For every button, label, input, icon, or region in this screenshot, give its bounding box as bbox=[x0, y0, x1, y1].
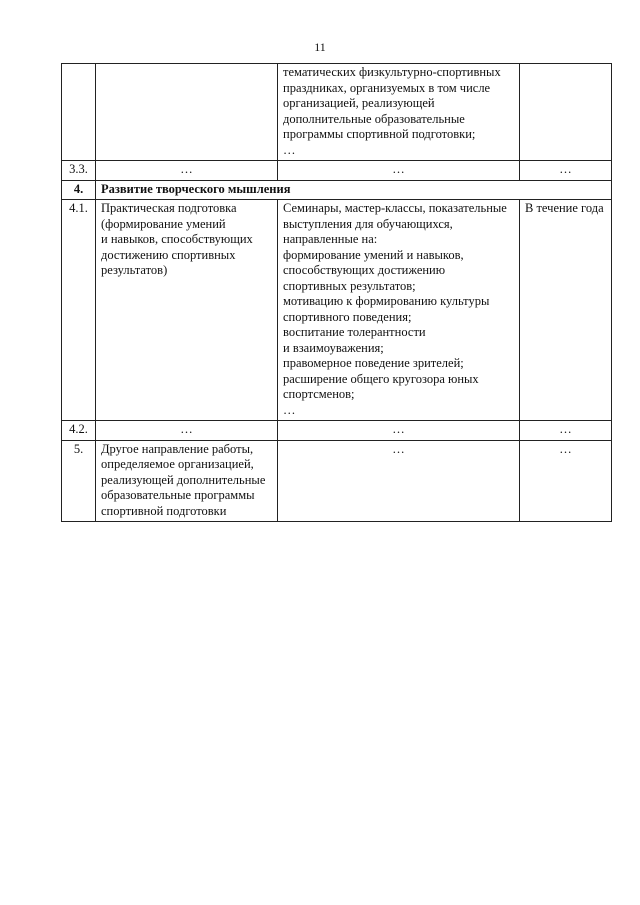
activity-line: праздниках, организуемых в том числе bbox=[283, 80, 491, 95]
activity-line: спортсменов; bbox=[283, 387, 355, 401]
table-row-4-1 bbox=[62, 200, 612, 421]
activity-line: спортивного поведения; bbox=[283, 309, 412, 324]
activity-line: и взаимоуважения; bbox=[283, 340, 384, 355]
direction-line: Практическая подготовка bbox=[101, 201, 237, 215]
activity-line: … bbox=[283, 142, 296, 157]
cell-direction bbox=[96, 440, 278, 522]
activity-line: Семинары, мастер-классы, показательные bbox=[283, 201, 507, 215]
cell-activities: … bbox=[278, 161, 520, 181]
cell-terms bbox=[520, 64, 612, 161]
cell-terms: … bbox=[520, 421, 612, 441]
activity-line: формирование умений и навыков, bbox=[283, 247, 464, 262]
direction-line: спортивной подготовки bbox=[101, 503, 227, 518]
cell-number: 4.1. bbox=[62, 200, 96, 421]
activity-line: правомерное поведение зрителей; bbox=[283, 356, 464, 370]
direction-line: достижению спортивных bbox=[101, 247, 236, 262]
cell-direction: … bbox=[96, 161, 278, 181]
cell-activities: … bbox=[278, 440, 520, 522]
table-row-4-2 bbox=[62, 421, 612, 441]
activity-line: мотивацию к формированию культуры bbox=[283, 294, 490, 308]
cell-direction bbox=[96, 200, 278, 421]
cell-number: 4.2. bbox=[62, 421, 96, 441]
direction-line: образовательные программы bbox=[101, 488, 255, 502]
cell-terms: В течение года bbox=[520, 200, 612, 421]
cell-terms: … bbox=[520, 161, 612, 181]
cell-number bbox=[62, 64, 96, 161]
cell-activities bbox=[278, 64, 520, 161]
table-row-3-3 bbox=[62, 161, 612, 181]
activity-line: … bbox=[283, 402, 296, 417]
activity-line: направленные на: bbox=[283, 232, 378, 246]
activity-line: тематических физкультурно-спортивных bbox=[283, 65, 501, 79]
table-row-continuation bbox=[62, 64, 612, 161]
cell-direction bbox=[96, 64, 278, 161]
cell-activities: … bbox=[278, 421, 520, 441]
activity-line: расширение общего кругозора юных bbox=[283, 371, 479, 386]
plan-table bbox=[61, 63, 612, 522]
cell-activities bbox=[278, 200, 520, 421]
activity-line: способствующих достижению bbox=[283, 263, 446, 277]
activity-line: дополнительные образовательные bbox=[283, 111, 465, 126]
page-number: 11 bbox=[314, 40, 326, 54]
activity-line: выступления для обучающихся, bbox=[283, 216, 453, 231]
activity-line: спортивных результатов; bbox=[283, 278, 416, 293]
direction-line: Другое направление работы, bbox=[101, 441, 254, 456]
section-title: Развитие творческого мышления bbox=[96, 180, 612, 200]
direction-line: (формирование умений bbox=[101, 216, 226, 231]
activity-line: программы спортивной подготовки; bbox=[283, 127, 476, 141]
activity-line: организацией, реализующей bbox=[283, 96, 435, 110]
direction-line: определяемое организацией, bbox=[101, 457, 254, 471]
cell-number: 5. bbox=[62, 440, 96, 522]
cell-terms: … bbox=[520, 440, 612, 522]
section-number: 4. bbox=[62, 180, 96, 200]
activity-line: воспитание толерантности bbox=[283, 325, 426, 339]
cell-number: 3.3. bbox=[62, 161, 96, 181]
direction-line: результатов) bbox=[101, 263, 168, 277]
table-row-section-4 bbox=[62, 180, 612, 200]
direction-line: реализующей дополнительные bbox=[101, 472, 266, 487]
direction-line: и навыков, способствующих bbox=[101, 232, 253, 246]
table-row-5 bbox=[62, 440, 612, 522]
cell-direction: … bbox=[96, 421, 278, 441]
